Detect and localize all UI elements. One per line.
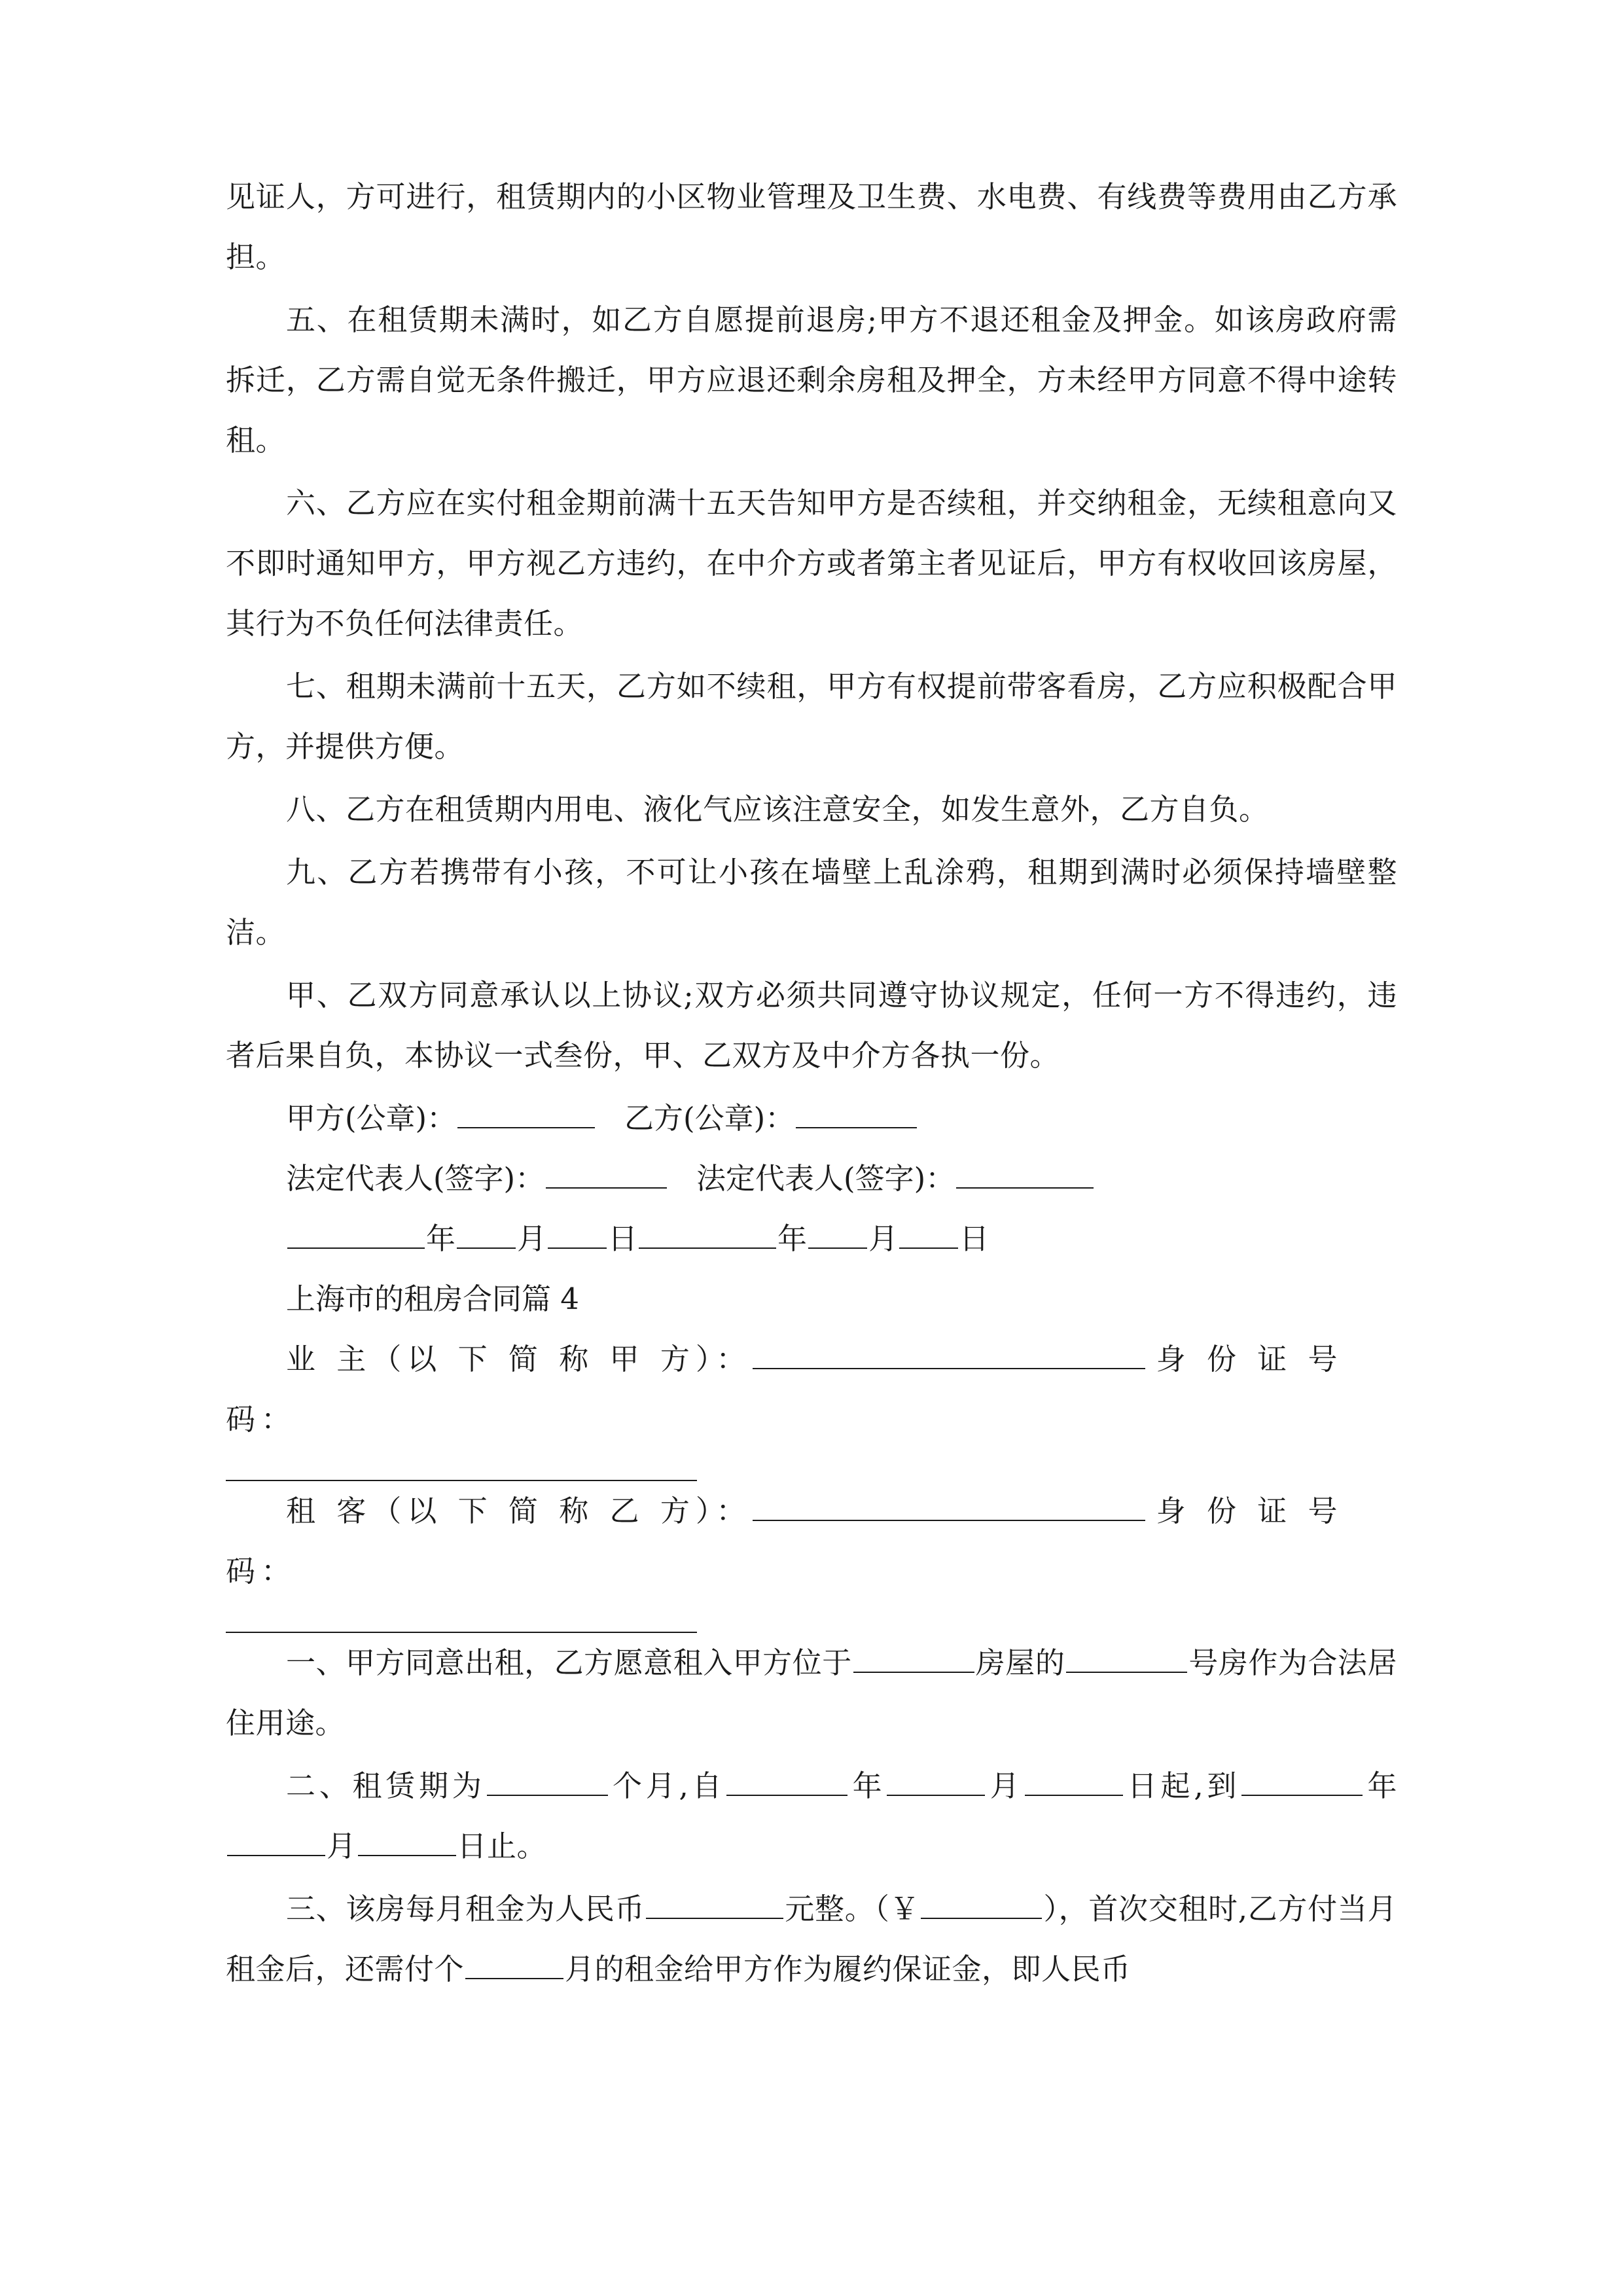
paragraph-clause-9: 九、乙方若携带有小孩，不可让小孩在墙壁上乱涂鸦，租期到满时必须保持墙壁整洁。	[226, 855, 1397, 950]
term-1-text-b: 房屋的	[975, 1645, 1065, 1680]
tenant-party-row	[226, 1481, 1397, 1602]
term-2-text-f: 年	[1364, 1768, 1397, 1803]
signature-row-seals	[226, 1088, 1397, 1149]
date-a-day-blank[interactable]	[548, 1219, 607, 1249]
term-2-start-day-blank[interactable]	[1025, 1766, 1123, 1796]
section-title: 上海市的租房合同篇 4	[286, 1282, 579, 1316]
term-1-text-c: 号房	[1188, 1645, 1249, 1680]
legal-rep-b-blank[interactable]	[956, 1158, 1094, 1189]
term-3-text-e: 月的租金给甲方作为履约保证金，即人民币	[565, 1952, 1131, 1986]
term-3-rent-words-blank[interactable]	[646, 1889, 783, 1919]
owner-id-label: 身 份 证 号 码：	[226, 1342, 1344, 1437]
term-2-end-day-blank[interactable]	[358, 1826, 456, 1856]
tenant-id-label: 身 份 证 号 码：	[226, 1494, 1344, 1588]
term-1-address-blank[interactable]	[853, 1643, 974, 1673]
tenant-id-blank-row	[226, 1602, 1397, 1633]
owner-party-row	[226, 1329, 1397, 1450]
party-b-seal-blank[interactable]	[796, 1098, 917, 1128]
term-2-end-year-blank[interactable]	[1241, 1766, 1363, 1796]
signature-row-dates	[226, 1209, 1397, 1269]
tenant-name-blank[interactable]	[753, 1491, 1145, 1521]
term-2-text-c: 年	[849, 1768, 886, 1803]
term-3-text-b: 元整。（￥	[785, 1892, 920, 1926]
legal-rep-a-label: 法定代表人(签字)：	[286, 1161, 545, 1196]
term-3-text-d: 乙方付当月租金后，还需付个	[226, 1892, 1397, 1986]
tenant-label: 租 客（以 下 简 称 乙 方）：	[286, 1494, 752, 1528]
paragraph-term-3	[226, 1879, 1397, 2000]
term-2-text-a: 二、租赁期为	[286, 1768, 486, 1803]
signature-row-legal-reps	[226, 1149, 1397, 1209]
term-3-deposit-months-blank[interactable]	[465, 1949, 563, 1979]
term-1-room-blank[interactable]	[1066, 1643, 1187, 1673]
date-a-year-blank[interactable]	[287, 1219, 425, 1249]
date-b-month-blank[interactable]	[808, 1219, 867, 1249]
paragraph-term-2	[226, 1756, 1397, 1876]
paragraph-clause-7: 七、租期未满前十五天，乙方如不续租，甲方有权提前带客看房，乙方应积极配合甲方，并提供方便。	[226, 669, 1397, 764]
date-a-year-label: 年	[426, 1221, 456, 1256]
owner-id-blank-row	[226, 1450, 1397, 1481]
term-2-months-blank[interactable]	[487, 1766, 608, 1796]
date-b-year-label: 年	[777, 1221, 808, 1256]
owner-id-blank[interactable]	[226, 1450, 697, 1481]
date-a-day-label: 日	[608, 1221, 638, 1256]
term-2-text-b: 个月,自	[609, 1768, 726, 1803]
tenant-id-blank[interactable]	[226, 1602, 697, 1633]
paragraph-clause-8: 八、乙方在租赁期内用电、液化气应该注意安全，如发生意外，乙方自负。	[286, 792, 1269, 827]
legal-rep-a-blank[interactable]	[546, 1158, 667, 1189]
paragraph-clause-5: 五、在租赁期未满时，如乙方自愿提前退房;甲方不退还租金及押金。如该房政府需拆迁，乙方需自觉无条件搬迁，甲方应退还剩余房租及押全，方未经甲方同意不得中途转租。	[226, 302, 1397, 457]
date-a-month-blank[interactable]	[457, 1219, 516, 1249]
date-a-month-label: 月	[517, 1221, 547, 1256]
term-2-end-month-blank[interactable]	[227, 1826, 325, 1856]
term-2-text-e: 日起,到	[1124, 1768, 1241, 1803]
party-a-seal-blank[interactable]	[457, 1098, 595, 1128]
term-3-rent-figure-blank[interactable]	[921, 1889, 1042, 1919]
term-2-text-g: 月	[327, 1829, 357, 1863]
paragraph-clause-6: 六、乙方应在实付租金期前满十五天告知甲方是否续租，并交纳租金，无续租意向又不即时通知甲方，甲方视乙方违约，在中介方或者第主者见证后，甲方有权收回该房屋，其行为不负任何法律责任。	[226, 486, 1397, 641]
document-body	[226, 167, 1397, 2002]
legal-rep-b-label: 法定代表人(签字)：	[696, 1161, 955, 1196]
paragraph-term-1	[226, 1633, 1397, 1753]
date-b-day-label: 日	[959, 1221, 990, 1256]
term-2-text-h: 日止。	[457, 1829, 547, 1863]
paragraph-witness: 见证人，方可进行，租赁期内的小区物业管理及卫生费、水电费、有线费等费用由乙方承担。	[226, 179, 1397, 274]
date-b-day-blank[interactable]	[899, 1219, 958, 1249]
party-b-seal-label: 乙方(公章)：	[624, 1101, 795, 1136]
owner-label: 业 主（以 下 简 称 甲 方）：	[286, 1342, 752, 1376]
term-2-text-d: 月	[986, 1768, 1024, 1803]
term-3-text-c: ），首次交租时,	[1043, 1892, 1248, 1926]
term-2-start-month-blank[interactable]	[887, 1766, 985, 1796]
paragraph-mutual-agreement: 甲、乙双方同意承认以上协议;双方必须共同遵守协议规定，任何一方不得违约，违者后果自负，本协议一式叁份，甲、乙双方及中介方各执一份。	[226, 978, 1397, 1073]
term-1-text-a: 一、甲方同意出租，乙方愿意租入甲方位于	[286, 1645, 852, 1680]
date-b-year-blank[interactable]	[639, 1219, 776, 1249]
owner-name-blank[interactable]	[753, 1339, 1145, 1369]
term-1-text-d: 作为合法居住用途。	[226, 1645, 1397, 1740]
term-3-text-a: 三、该房每月租金为人民币	[286, 1892, 645, 1926]
term-2-start-year-blank[interactable]	[726, 1766, 847, 1796]
party-a-seal-label: 甲方(公章)：	[286, 1101, 457, 1136]
date-b-month-label: 月	[868, 1221, 899, 1256]
